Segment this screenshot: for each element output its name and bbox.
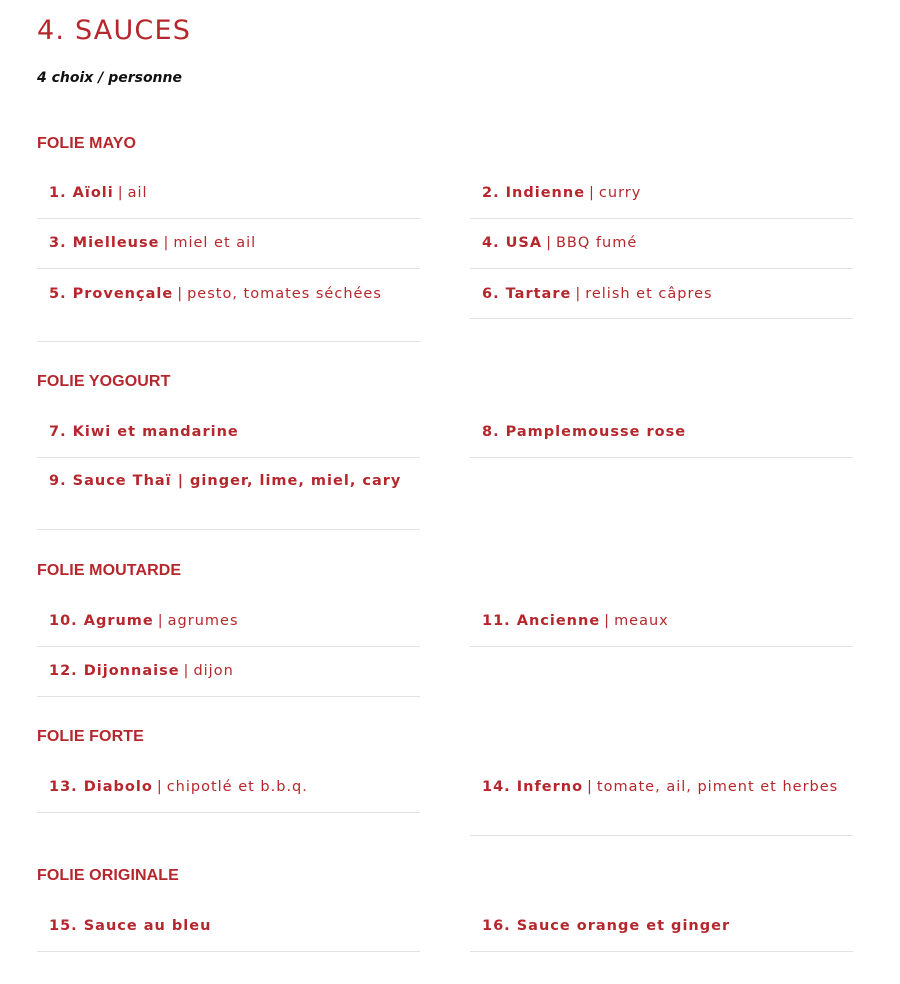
item-separator: | [604, 613, 611, 629]
item-name: 16. Sauce orange et ginger [482, 918, 731, 934]
menu-item-aioli [37, 182, 420, 219]
category-folie-moutarde: FOLIE MOUTARDE [37, 562, 182, 579]
item-name: 15. Sauce au bleu [49, 918, 212, 934]
menu-item-provencale [37, 283, 420, 342]
menu-item-pamplemousse-rose [470, 421, 853, 458]
item-name: 1. Aïoli [49, 185, 114, 201]
menu-item-kiwi-mandarine [37, 421, 420, 458]
item-name: 6. Tartare [482, 286, 572, 302]
item-name: 7. Kiwi et mandarine [49, 424, 239, 440]
item-description: chipotlé et b.b.q. [166, 779, 308, 795]
menu-item-tartare [470, 283, 853, 319]
category-folie-mayo: FOLIE MAYO [37, 135, 137, 152]
item-separator: | [163, 235, 170, 251]
item-separator: | [117, 185, 124, 201]
menu-item-agrume [37, 610, 420, 647]
section-subtitle: 4 choix / personne [37, 70, 182, 86]
item-name: 10. Agrume [49, 613, 154, 629]
menu-item-inferno [470, 776, 853, 836]
menu-item-mielleuse [37, 232, 420, 269]
item-description: relish et câpres [585, 286, 713, 302]
menu-item-sauce-orange-ginger [470, 915, 853, 952]
item-description: curry [598, 185, 642, 201]
item-name: 12. Dijonnaise [49, 663, 180, 679]
menu-item-usa [470, 232, 853, 269]
item-separator: | [575, 286, 582, 302]
item-name: 13. Diabolo [49, 779, 153, 795]
item-name: 4. USA [482, 235, 543, 251]
item-description: meaux [614, 613, 669, 629]
item-separator: | [183, 663, 190, 679]
menu-item-indienne [470, 182, 853, 219]
item-separator: | [546, 235, 552, 251]
item-description: BBQ fumé [555, 235, 638, 251]
item-separator: | [156, 779, 163, 795]
item-separator: | [589, 185, 595, 201]
menu-item-diabolo [37, 776, 420, 813]
item-description: tomate, ail, piment et herbes [596, 779, 839, 795]
item-name: 9. Sauce Thaï | ginger, lime, miel, cary [49, 473, 402, 489]
item-description: ail [127, 185, 148, 201]
item-separator: | [587, 779, 593, 795]
item-description: miel et ail [173, 235, 257, 251]
item-separator: | [177, 286, 184, 302]
item-description: agrumes [167, 613, 239, 629]
item-name: 11. Ancienne [482, 613, 601, 629]
menu-item-ancienne [470, 610, 853, 647]
item-name: 2. Indienne [482, 185, 586, 201]
section-title: 4. SAUCES [37, 15, 192, 46]
menu-item-sauce-thai [37, 470, 420, 530]
menu-item-sauce-au-bleu [37, 915, 420, 952]
item-name: 5. Provençale [49, 286, 174, 302]
category-folie-yogourt: FOLIE YOGOURT [37, 373, 171, 390]
item-name: 14. Inferno [482, 779, 584, 795]
menu-item-dijonnaise [37, 660, 420, 697]
item-description: dijon [193, 663, 234, 679]
item-separator: | [157, 613, 164, 629]
item-name: 8. Pamplemousse rose [482, 424, 687, 440]
item-description: pesto, tomates séchées [187, 286, 382, 302]
category-folie-forte: FOLIE FORTE [37, 728, 144, 745]
category-folie-originale: FOLIE ORIGINALE [37, 867, 179, 884]
item-name: 3. Mielleuse [49, 235, 160, 251]
